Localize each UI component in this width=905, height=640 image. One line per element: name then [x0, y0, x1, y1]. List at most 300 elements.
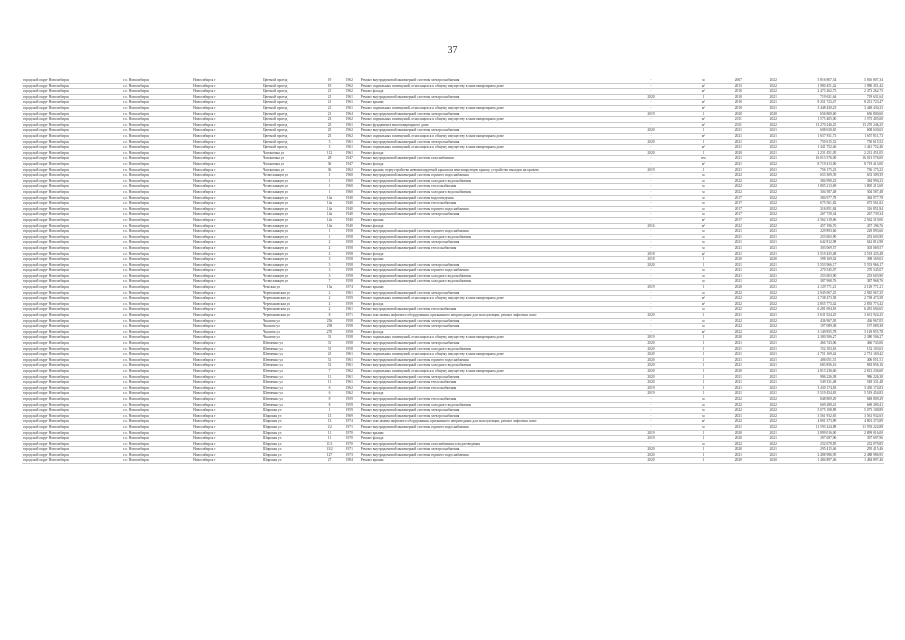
cell-plan-year: - — [616, 100, 686, 106]
cell-build-year: 1971 — [339, 447, 360, 453]
cell-end-year: 2022 — [756, 223, 791, 229]
cell-start-year: 2022 — [721, 290, 756, 296]
cell-district: городской округ Новосибирск — [22, 374, 122, 380]
cell-plan-year: - — [616, 290, 686, 296]
cell-municipality: г.о. Новосибирск — [122, 368, 192, 374]
cell-unit: м — [686, 290, 721, 296]
cell-unit: м² — [686, 134, 721, 140]
cell-work-type: Ремонт внутридомовой инженерной системы электроснабжения — [360, 78, 616, 83]
cell-cost: 2 129 771,21 — [791, 285, 838, 291]
cell-cost-total: 397 697,96 — [837, 436, 884, 442]
cell-district: городской округ Новосибирск — [22, 162, 122, 168]
cell-cost-total: 608 630,65 — [837, 128, 884, 134]
cell-city: Новосибирск г — [192, 240, 262, 246]
cell-end-year: 2021 — [756, 139, 791, 145]
cell-start-year: 2021 — [721, 134, 756, 140]
cell-street: Челюскинцев ул — [262, 234, 320, 240]
cell-plan-year: - — [616, 217, 686, 223]
cell-city: Новосибирск г — [192, 122, 262, 128]
cell-district: городской округ Новосибирск — [22, 279, 122, 285]
cell-start-year: 2021 — [721, 385, 756, 391]
cell-plan-year: - — [616, 408, 686, 414]
cell-city: Новосибирск г — [192, 212, 262, 218]
cell-work-type: Ремонт фасада — [360, 301, 616, 307]
cell-work-type: Ремонт внутридомовой инженерной системы электроснабжения — [360, 212, 616, 218]
cell-street: Широкая ул — [262, 424, 320, 430]
cell-build-year: 1958 — [339, 229, 360, 235]
cell-unit: м — [686, 396, 721, 402]
cell-street: Челюскинцев ул — [262, 178, 320, 184]
cell-unit: 1 — [686, 167, 721, 173]
cell-work-type: Ремонт фундамента многоквартирного дома — [360, 122, 616, 128]
cell-end-year: 2021 — [756, 106, 791, 112]
cell-unit: м — [686, 229, 721, 235]
cell-start-year: 2021 — [721, 357, 756, 363]
cell-work-type: Ремонт внутридомовой инженерной системы теплоснабжения — [360, 396, 616, 402]
cell-build-year: 1962 — [339, 385, 360, 391]
cell-city: Новосибирск г — [192, 189, 262, 195]
cell-house-number: 14а — [320, 212, 339, 218]
cell-municipality: г.о. Новосибирск — [122, 178, 192, 184]
cell-work-type: Ремонт или замена лифтового оборудования, признанного непригодным для эксплуатации, ремонт лифтовых шахт — [360, 313, 616, 319]
cell-city: Новосибирск г — [192, 117, 262, 123]
cell-street: Цветной проезд — [262, 83, 320, 89]
cell-cost: 3 561 932,65 — [791, 413, 838, 419]
cell-end-year: 2021 — [756, 357, 791, 363]
cell-end-year: 2022 — [756, 318, 791, 324]
cell-cost-total: 8 251 723,47 — [837, 100, 884, 106]
cell-unit: м — [686, 318, 721, 324]
cell-cost: 653 309,39 — [791, 173, 838, 179]
cell-work-type: Ремонт внутридомовой инженерной системы холодного водоснабжения — [360, 178, 616, 184]
cell-unit: м — [686, 212, 721, 218]
cell-district: городской округ Новосибирск — [22, 139, 122, 145]
cell-work-type: Ремонт внутридомовой инженерной системы электроснабжения — [360, 374, 616, 380]
cell-plan-year: 2019 — [616, 167, 686, 173]
cell-district: городской округ Новосибирск — [22, 447, 122, 453]
cell-house-number: 19 — [320, 78, 339, 83]
cell-start-year: 2021 — [721, 413, 756, 419]
cell-end-year: 2021 — [756, 128, 791, 134]
cell-plan-year: - — [616, 122, 686, 128]
cell-cost: 6 281 694,65 — [791, 307, 838, 313]
cell-end-year: 2021 — [756, 335, 791, 341]
cell-plan-year: 2020 — [616, 352, 686, 358]
cell-cost: 2 738 473,58 — [791, 296, 838, 302]
cell-plan-year: - — [616, 240, 686, 246]
cell-end-year: 2022 — [756, 89, 791, 95]
cell-build-year: 1961 — [339, 357, 360, 363]
cell-plan-year: 2016 — [616, 223, 686, 229]
cell-city: Новосибирск г — [192, 173, 262, 179]
cell-cost: 5 075 108,89 — [791, 408, 838, 414]
cell-district: городской округ Новосибирск — [22, 430, 122, 436]
cell-build-year: 1969 — [339, 413, 360, 419]
cell-district: городской округ Новосибирск — [22, 257, 122, 263]
cell-municipality: г.о. Новосибирск — [122, 430, 192, 436]
cell-street: Широкая ул — [262, 413, 320, 419]
cell-municipality: г.о. Новосибирск — [122, 458, 192, 464]
cell-cost-total: 2 945 067,25 — [837, 290, 884, 296]
cell-municipality: г.о. Новосибирск — [122, 396, 192, 402]
cell-plan-year: - — [616, 279, 686, 285]
cell-cost-total: 316 851,84 — [837, 206, 884, 212]
cell-municipality: г.о. Новосибирск — [122, 100, 192, 106]
cell-house-number: 6 — [320, 391, 339, 397]
cell-work-type: Ремонт внутридомовой инженерной системы горячего водоснабжения — [360, 268, 616, 274]
cell-end-year: 2022 — [756, 419, 791, 425]
cell-work-type: Ремонт крыши — [360, 100, 616, 106]
cell-end-year: 2022 — [756, 145, 791, 151]
cell-district: городской округ Новосибирск — [22, 234, 122, 240]
cell-plan-year: 2019 — [616, 285, 686, 291]
cell-cost: 11 593 224,88 — [791, 424, 838, 430]
cell-house-number: 31 — [320, 357, 339, 363]
cell-district: городской округ Новосибирск — [22, 335, 122, 341]
cell-start-year: 2022 — [721, 184, 756, 190]
cell-start-year: 2021 — [721, 363, 756, 369]
cell-end-year: 2022 — [756, 178, 791, 184]
cell-cost-total: 457 196,76 — [837, 223, 884, 229]
cell-cost-total: 669 280,41 — [837, 402, 884, 408]
cell-cost-total: 1 575 405,00 — [837, 117, 884, 123]
cell-city: Новосибирск г — [192, 290, 262, 296]
cell-street: Цветной проезд — [262, 128, 320, 134]
cell-build-year: 1940 — [339, 206, 360, 212]
cell-unit: 1 — [686, 380, 721, 386]
cell-city: Новосибирск г — [192, 296, 262, 302]
cell-street: Шевченко ул — [262, 346, 320, 352]
cell-cost-total: 642 812,98 — [837, 240, 884, 246]
cell-city: Новосибирск г — [192, 374, 262, 380]
cell-unit: 1 — [686, 285, 721, 291]
cell-plan-year: - — [616, 402, 686, 408]
cell-build-year: 1970 — [339, 430, 360, 436]
cell-cost-total: 3 519 435,48 — [837, 251, 884, 257]
cell-district: городской округ Новосибирск — [22, 285, 122, 291]
cell-unit: м — [686, 424, 721, 430]
cell-unit: м — [686, 441, 721, 447]
cell-house-number: 3 — [320, 273, 339, 279]
cell-unit: м² — [686, 301, 721, 307]
cell-start-year: 2021 — [721, 273, 756, 279]
cell-cost-total: 5 816 807,34 — [837, 78, 884, 83]
cell-cost-total: 5 553 966,17 — [837, 262, 884, 268]
cell-end-year: 2021 — [756, 94, 791, 100]
cell-cost: 252 079,85 — [791, 441, 838, 447]
cell-cost: 466 743,06 — [791, 341, 838, 347]
cell-unit: м — [686, 273, 721, 279]
cell-work-type: Ремонт внутридомовой инженерной системы горячего водоснабжения — [360, 424, 616, 430]
cell-cost: 8 251 723,47 — [791, 100, 838, 106]
cell-end-year: 2021 — [756, 229, 791, 235]
cell-unit: м² — [686, 419, 721, 425]
cell-work-type: Ремонт подвальных помещений, относящихся к общему имуществу в многоквартирном доме — [360, 335, 616, 341]
cell-unit: м² — [686, 100, 721, 106]
cell-unit: 1 — [686, 430, 721, 436]
cell-city: Новосибирск г — [192, 111, 262, 117]
cell-work-type: Ремонт фасада — [360, 162, 616, 168]
cell-district: городской округ Новосибирск — [22, 78, 122, 83]
cell-build-year: 1962 — [339, 117, 360, 123]
cell-district: городской округ Новосибирск — [22, 145, 122, 151]
cell-municipality: г.о. Новосибирск — [122, 391, 192, 397]
cell-build-year: 1958 — [339, 234, 360, 240]
cell-street: Цветной проезд — [262, 94, 320, 100]
cell-build-year: 1958 — [339, 268, 360, 274]
cell-city: Новосибирск г — [192, 318, 262, 324]
cell-start-year: 2010 — [721, 89, 756, 95]
cell-cost: 549 331,48 — [791, 380, 838, 386]
cell-cost: 656 800,60 — [791, 111, 838, 117]
cell-end-year: 2020 — [756, 111, 791, 117]
cell-build-year: 1958 — [339, 346, 360, 352]
cell-cost: 1 441 752,46 — [791, 145, 838, 151]
cell-street: Широкая ул — [262, 419, 320, 425]
cell-work-type: Ремонт внутридомовой инженерной системы электроснабжения — [360, 128, 616, 134]
cell-cost: 2 473 262,75 — [791, 89, 838, 95]
cell-municipality: г.о. Новосибирск — [122, 313, 192, 319]
cell-end-year: 2022 — [756, 212, 791, 218]
cell-cost-total: 2 473 262,75 — [837, 89, 884, 95]
cell-build-year: 1958 — [339, 341, 360, 347]
cell-work-type: Ремонт внутридомовой инженерной системы электроснабжения — [360, 111, 616, 117]
cell-build-year: 1958 — [339, 273, 360, 279]
cell-unit: м — [686, 234, 721, 240]
cell-plan-year: - — [616, 206, 686, 212]
cell-district: городской округ Новосибирск — [22, 223, 122, 229]
cell-unit: м — [686, 206, 721, 212]
cell-city: Новосибирск г — [192, 262, 262, 268]
cell-municipality: г.о. Новосибирск — [122, 374, 192, 380]
cell-work-type: Ремонт внутридомовой инженерной системы теплоснабжения — [360, 245, 616, 251]
cell-cost-total: 253 603,90 — [837, 234, 884, 240]
cell-city: Новосибирск г — [192, 94, 262, 100]
cell-cost-total: 2 855 773,42 — [837, 301, 884, 307]
cell-city: Новосибирск г — [192, 106, 262, 112]
cell-municipality: г.о. Новосибирск — [122, 122, 192, 128]
cell-build-year: 1961 — [339, 94, 360, 100]
cell-city: Новосибирск г — [192, 441, 262, 447]
cell-start-year: 2017 — [721, 206, 756, 212]
cell-city: Новосибирск г — [192, 184, 262, 190]
cell-street: Челюскинцев ул — [262, 189, 320, 195]
cell-unit: м — [686, 408, 721, 414]
cell-plan-year: 2019 — [616, 111, 686, 117]
cell-cost-total: 2 488 986,95 — [837, 452, 884, 458]
cell-municipality: г.о. Новосибирск — [122, 229, 192, 235]
cell-start-year: 2021 — [721, 262, 756, 268]
cell-cost: 457 196,76 — [791, 223, 838, 229]
cell-house-number: 23 — [320, 352, 339, 358]
cell-cost-total: 270 545,07 — [837, 268, 884, 274]
cell-plan-year: 2020 — [616, 313, 686, 319]
cell-end-year: 2022 — [756, 279, 791, 285]
cell-build-year: 1961 — [339, 380, 360, 386]
cell-build-year: 1958 — [339, 335, 360, 341]
cell-cost-total: 2 899 016,00 — [837, 430, 884, 436]
cell-cost: 397 697,96 — [791, 436, 838, 442]
cell-work-type: Ремонт внутридомовой инженерной системы холодного водоснабжения — [360, 189, 616, 195]
cell-start-year: 2010 — [721, 106, 756, 112]
cell-municipality: г.о. Новосибирск — [122, 447, 192, 453]
cell-work-type: Ремонт внутридомовой инженерной системы холодного водоснабжения — [360, 273, 616, 279]
cell-district: городской округ Новосибирск — [22, 385, 122, 391]
cell-build-year: 1962 — [339, 391, 360, 397]
cell-city: Новосибирск г — [192, 329, 262, 335]
register-body — [22, 78, 884, 464]
cell-cost: 2 231 451,05 — [791, 150, 838, 156]
cell-street: Шевченко ул — [262, 374, 320, 380]
cell-municipality: г.о. Новосибирск — [122, 145, 192, 151]
cell-plan-year: - — [616, 324, 686, 330]
cell-start-year: 2013 — [721, 83, 756, 89]
cell-build-year: 1959 — [339, 296, 360, 302]
cell-house-number: 21 — [320, 94, 339, 100]
cell-district: городской округ Новосибирск — [22, 363, 122, 369]
cell-start-year: 2021 — [721, 313, 756, 319]
cell-district: городской округ Новосибирск — [22, 391, 122, 397]
cell-plan-year: 2020 — [616, 94, 686, 100]
cell-municipality: г.о. Новосибирск — [122, 324, 192, 330]
cell-work-type: Ремонт подвальных помещений, относящихся к общему имуществу в многоквартирном доме — [360, 145, 616, 151]
cell-cost: 406 051,51 — [791, 357, 838, 363]
cell-municipality: г.о. Новосибирск — [122, 352, 192, 358]
cell-street: Челюскинцев ул — [262, 206, 320, 212]
cell-city: Новосибирск г — [192, 357, 262, 363]
cell-cost: 3 631 924,25 — [791, 313, 838, 319]
cell-house-number: 256 — [320, 318, 339, 324]
cell-house-number: 25 — [320, 134, 339, 140]
cell-plan-year: 2019 — [616, 436, 686, 442]
cell-build-year: 1973 — [339, 452, 360, 458]
cell-house-number: 31 — [320, 335, 339, 341]
cell-city: Новосибирск г — [192, 229, 262, 235]
cell-end-year: 2021 — [756, 156, 791, 162]
cell-city: Новосибирск г — [192, 368, 262, 374]
cell-house-number: 127 — [320, 452, 339, 458]
cell-municipality: г.о. Новосибирск — [122, 83, 192, 89]
cell-end-year: 2021 — [756, 313, 791, 319]
cell-build-year: 1961 — [339, 122, 360, 128]
cell-city: Новосибирск г — [192, 78, 262, 83]
cell-district: городской округ Новосибирск — [22, 262, 122, 268]
cell-municipality: г.о. Новосибирск — [122, 419, 192, 425]
cell-work-type: Ремонт внутридомовой инженерной системы теплоснабжения — [360, 385, 616, 391]
cell-unit: м² — [686, 83, 721, 89]
cell-end-year: 2022 — [756, 195, 791, 201]
cell-cost-total: 2 129 771,21 — [837, 285, 884, 291]
cell-plan-year: 2018 — [616, 251, 686, 257]
cell-work-type: Ремонт подвальных помещений, относящихся к общему имуществу в многоквартирном доме — [360, 83, 616, 89]
cell-build-year: 1970 — [339, 441, 360, 447]
cell-cost-total: 1 980 451,42 — [837, 83, 884, 89]
cell-cost: 304 587,48 — [791, 189, 838, 195]
cell-work-type: Ремонт крыши, переустройство невентилируемой крыши на вентилируемую крышу, устройство выходов на кровлю — [360, 167, 616, 173]
cell-work-type: Ремонт подвальных помещений, относящихся к общему имуществу в многоквартирном доме — [360, 117, 616, 123]
cell-cost-total: 2 380 506,27 — [837, 335, 884, 341]
cell-plan-year: 2020 — [616, 150, 686, 156]
cell-work-type: Ремонт крыши — [360, 285, 616, 291]
cell-house-number: 31 — [320, 363, 339, 369]
cell-district: городской округ Новосибирск — [22, 413, 122, 419]
cell-district: городской округ Новосибирск — [22, 122, 122, 128]
cell-city: Новосибирск г — [192, 447, 262, 453]
cell-unit: 1 — [686, 374, 721, 380]
cell-build-year: 1974 — [339, 285, 360, 291]
cell-build-year: 1959 — [339, 396, 360, 402]
cell-build-year: 1961 — [339, 106, 360, 112]
cell-district: городской округ Новосибирск — [22, 324, 122, 330]
cell-unit: 1 — [686, 385, 721, 391]
cell-municipality: г.о. Новосибирск — [122, 357, 192, 363]
cell-house-number: 3 — [320, 262, 339, 268]
cell-plan-year: - — [616, 178, 686, 184]
cell-cost-total: 683 856,16 — [837, 363, 884, 369]
cell-start-year: 2017 — [721, 201, 756, 207]
cell-end-year: 2022 — [756, 83, 791, 89]
cell-municipality: г.о. Новосибирск — [122, 380, 192, 386]
cell-end-year: 2020 — [756, 257, 791, 263]
cell-start-year: 2022 — [721, 296, 756, 302]
cell-city: Новосибирск г — [192, 385, 262, 391]
cell-street: Черепановская ул — [262, 290, 320, 296]
cell-plan-year: - — [616, 83, 686, 89]
cell-cost-total: 3 430 174,83 — [837, 385, 884, 391]
cell-municipality: г.о. Новосибирск — [122, 436, 192, 442]
cell-cost-total: 1 441 752,46 — [837, 145, 884, 151]
cell-city: Новосибирск г — [192, 436, 262, 442]
cell-municipality: г.о. Новосибирск — [122, 240, 192, 246]
cell-plan-year: 2020 — [616, 374, 686, 380]
cell-street: Челюскинцев ул — [262, 245, 320, 251]
cell-house-number: 8 — [320, 313, 339, 319]
cell-build-year: 1961 — [339, 139, 360, 145]
cell-cost: 387 968,76 — [791, 279, 838, 285]
cell-plan-year: 2020 — [616, 368, 686, 374]
cell-work-type: Ремонт внутридомовой инженерной системы газоснабжения — [360, 156, 616, 162]
cell-unit: м² — [686, 223, 721, 229]
cell-build-year: 1958 — [339, 251, 360, 257]
cell-cost: 398 169,02 — [791, 257, 838, 263]
cell-start-year: 2021 — [721, 352, 756, 358]
cell-end-year: 2021 — [756, 234, 791, 240]
cell-cost: 5 553 966,17 — [791, 262, 838, 268]
cell-plan-year: 2020 — [616, 128, 686, 134]
cell-plan-year: 2020 — [616, 447, 686, 453]
cell-unit: м — [686, 173, 721, 179]
cell-start-year: 2020 — [721, 430, 756, 436]
cell-street: Чаплыгина ул — [262, 167, 320, 173]
cell-work-type: Ремонт внутридомовой инженерной системы электроснабжения — [360, 262, 616, 268]
cell-house-number: 23 — [320, 117, 339, 123]
cell-unit: 1 — [686, 363, 721, 369]
cell-street: Черепановская ул — [262, 296, 320, 302]
cell-start-year: 2022 — [721, 178, 756, 184]
cell-street: Челюскинцев ул — [262, 229, 320, 235]
cell-house-number: 1 — [320, 408, 339, 414]
cell-start-year: 2020 — [721, 285, 756, 291]
cell-street: Челюскинцев ул — [262, 184, 320, 190]
cell-house-number: 36 — [320, 162, 339, 168]
cell-municipality: г.о. Новосибирск — [122, 245, 192, 251]
cell-build-year: 1962 — [339, 78, 360, 83]
cell-cost: 1 980 451,42 — [791, 83, 838, 89]
cell-district: городской округ Новосибирск — [22, 368, 122, 374]
cell-plan-year: - — [616, 173, 686, 179]
cell-street: Широкая ул — [262, 441, 320, 447]
cell-district: городской округ Новосибирск — [22, 307, 122, 313]
